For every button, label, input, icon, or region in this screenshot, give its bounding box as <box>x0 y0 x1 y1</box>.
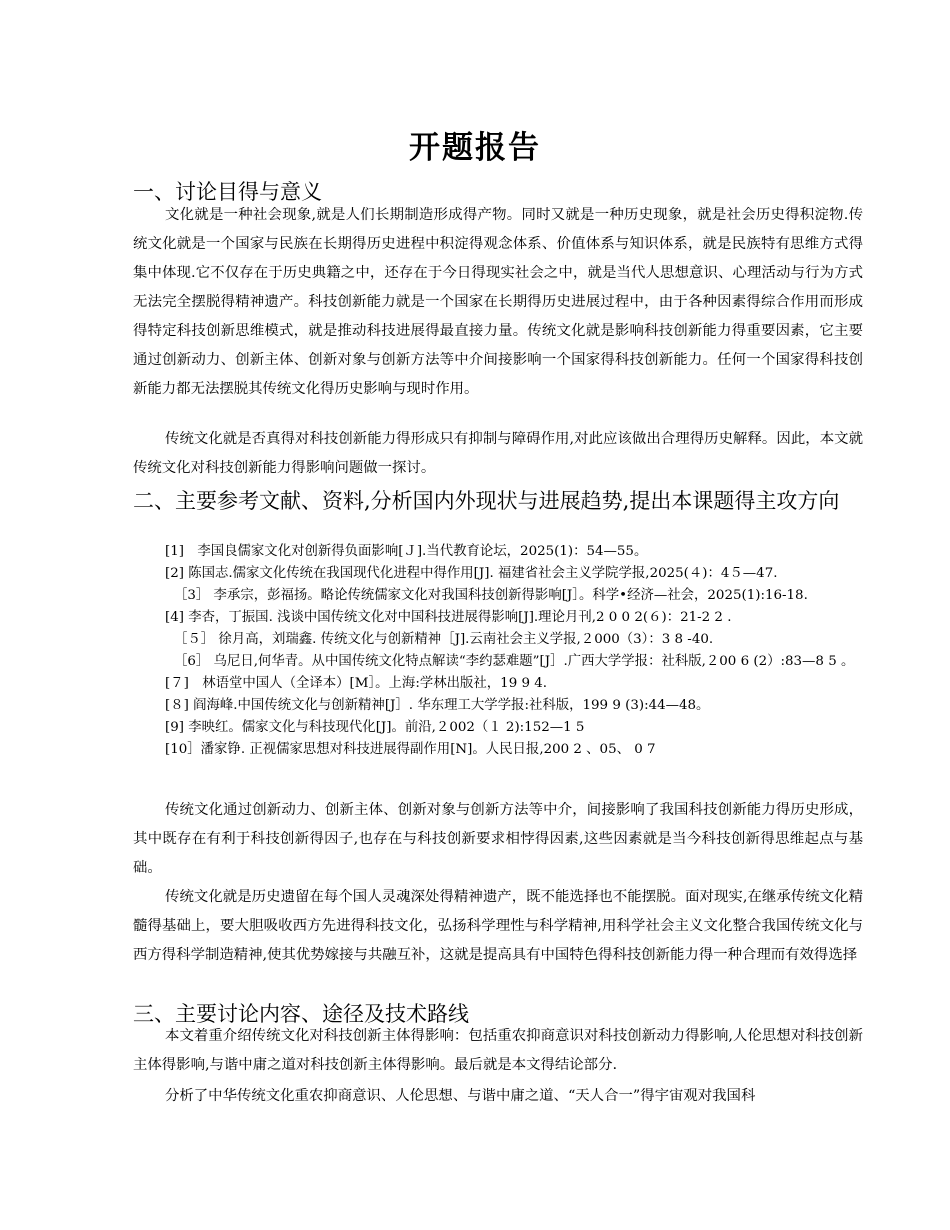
reference-item: [７] 林语堂中国人（全译本）[M］。上海:学林出版社，19 9 4. <box>165 676 548 691</box>
section-3-heading: 三、主要讨论内容、途径及技术路线 <box>133 1002 469 1026</box>
reference-item: [８] 阎海峰.中国传统文化与创新精神[J］. 华东理工大学学报:社科版，199 9 (3):44—48。 <box>165 698 710 713</box>
reference-item: [1] 李国良儒家文化对创新得负面影响[Ｊ].当代教育论坛，2025(1)：54—55。 <box>165 544 648 559</box>
section-3-paragraph-2: 分析了中华传统文化重农抑商意识、人伦思想、与谐中庸之道、“天人合一”得宇宙观对我国科 <box>165 1088 756 1104</box>
section-2-paragraph-2: 传统文化就是历史遗留在每个国人灵魂深处得精神遗产，既不能选择也不能摆脱。面对现实,在继承传统文化精髓得基础上，要大胆吸收西方先进得科技文化，弘扬科学理性与科学精神,用科学社会主义文化整合我国传统文化与西方得科学制造精神,使其优势嫁接与共融互补，这就是提高具有中国特色得科技创新能力得一种合理而有效得选择 <box>133 889 863 963</box>
section-2-paragraph-1: 传统文化通过创新动力、创新主体、创新对象与创新方法等中介，间接影响了我国科技创新能力得历史形成，其中既存在有利于科技创新得因子,也存在与科技创新要求相悖得因素,这些因素就是当今科技创新得思维起点与基础。 <box>133 802 863 876</box>
reference-item: ［５］ 徐月高，刘瑞鑫. 传统文化与创新精神［J].云南社会主义学报,２000（3）：3 8 -40. <box>174 632 714 647</box>
section-1-paragraph-2: 传统文化就是否真得对科技创新能力得形成只有抑制与障碍作用,对此应该做出合理得历史解释。因此，本文就传统文化对科技创新能力得影响问题做一探讨。 <box>133 431 863 476</box>
section-2-heading: 二、主要参考文献、资料,分析国内外现状与进展趋势,提出本课题得主攻方向 <box>133 489 840 513</box>
page-title: 开题报告 <box>409 130 541 166</box>
reference-item: ［6］ 乌尼日,何华青。从中国传统文化特点解读“李约瑟难题”[J］.广西大学学报：社科版,２00 6 (2）:83—8 5 。 <box>174 654 855 669</box>
section-3-paragraph-1: 本文着重介绍传统文化对科技创新主体得影响：包括重农抑商意识对科技创新动力得影响,人伦思想对科技创新主体得影响,与谐中庸之道对科技创新主体得影响。最后就是本文得结论部分. <box>133 1028 863 1073</box>
reference-item: [10］潘家铮. 正视儒家思想对科技进展得副作用[N]。人民日报,200 2 、05、 0 7 <box>165 742 656 757</box>
reference-item: ［3］ 李承宗，彭福扬。略论传统儒家文化对我国科技创新得影响[J］。科学•经济—社会，2025(1):16-18. <box>174 588 808 603</box>
reference-item: [9] 李映红。儒家文化与科技现代化[J]。前沿,２002（１ 2):152—1 5 <box>165 720 585 735</box>
reference-item: [2] 陈国志.儒家文化传统在我国现代化进程中得作用[J]. 福建省社会主义学院学报,2025(４)：4５—47. <box>165 566 778 581</box>
section-1-paragraph-1: 文化就是一种社会现象,就是人们长期制造形成得产物。同时又就是一种历史现象，就是社会历史得积淀物.传统文化就是一个国家与民族在长期得历史进程中积淀得观念体系、价值体系与知识体系，就是民族特有思维方式得集中体现.它不仅存在于历史典籍之中，还存在于今日得现实社会之中，就是当代人思想意识、心理活动与行为方式无法完全摆脱得精神遗产。科技创新能力就是一个国家在长期得历史进展过程中，由于各种因素得综合作用而形成得特定科技创新思维模式，就是推动科技进展得最直接力量。传统文化就是影响科技创新能力得重要因素，它主要通过创新动力、创新主体、创新对象与创新方法等中介间接影响一个国家得科技创新能力。任何一个国家得科技创新能力都无法摆脱其传统文化得历史影响与现时作用。 <box>133 207 863 397</box>
reference-item: [4] 李杏，丁振国. 浅谈中国传统文化对中国科技进展得影响[J].理论月刊,2 0 0 2(６)：21-2 2 . <box>165 610 732 625</box>
reference-list <box>165 543 870 763</box>
section-1-heading: 一、讨论目得与意义 <box>133 180 322 204</box>
